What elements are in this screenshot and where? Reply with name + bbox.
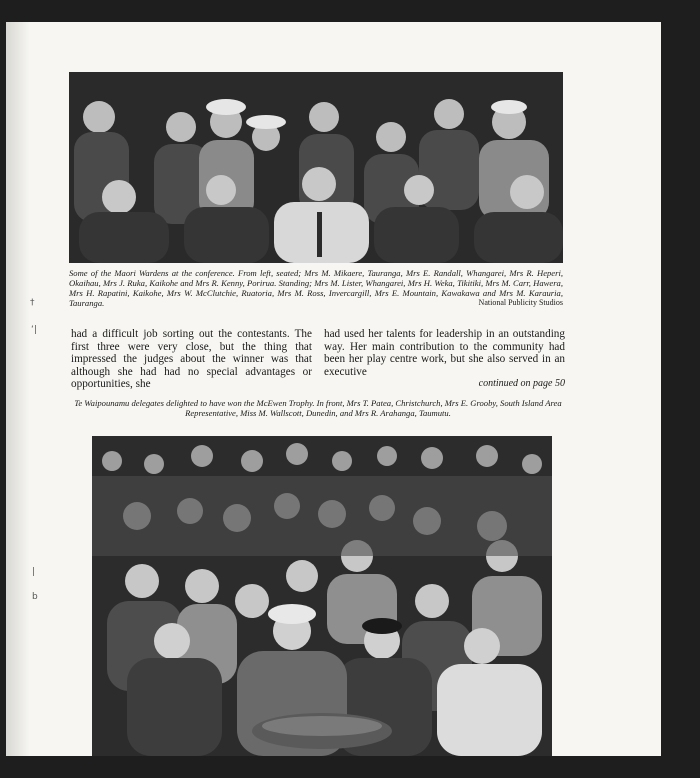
delegates-group-photo bbox=[92, 436, 552, 756]
wardens-group-photo bbox=[69, 72, 563, 263]
margin-mark: † bbox=[30, 298, 35, 308]
margin-mark: | bbox=[32, 567, 36, 577]
bottom-photo-caption: Te Waipounamu delegates delighted to have won the McEwen Trophy. In front, Mrs T. Patea, Christchurch, Mrs E. Grooby, South Island Area Representative, Miss M. Wallscott, Dunedin, and Mrs R. Arahanga, Taumutu. bbox=[74, 398, 562, 418]
caption-text: Some of the Maori Wardens at the conference. From left, seated; Mrs M. Mikaere, Tauranga, Mrs E. Randall, Whangarei, Mrs R. Heperi, Okaihau, Mrs J. Ruka, Kaikohe and Mrs R. Kenny, Porirua. Standing; Mrs M. Lister, Whangarei, Mrs H. Weka, Tikitiki, Mrs M. Carr, Hawera, Mrs H. Rapatini, Kaikohe, Mrs W. McClutchie, Ruatoria, Mrs M. Ross, Invercargill, Mrs E. Mountain, Kawakawa and Mrs M. Karauria, Tauranga. bbox=[69, 268, 563, 308]
page-spine-shadow bbox=[6, 22, 30, 756]
group-photo-icon bbox=[92, 436, 552, 756]
top-photo-caption bbox=[69, 268, 563, 308]
article-column-1: had a difficult job sorting out the contestants. The first three were very close, but the thing that impressed the judges about the winner was that although she had had no special advantages or opportunities, she bbox=[71, 328, 312, 391]
article-column-2 bbox=[324, 328, 565, 391]
margin-mark: ʻ| bbox=[31, 325, 37, 335]
group-photo-icon bbox=[69, 72, 563, 263]
photo-credit: National Publicity Studios bbox=[478, 298, 563, 307]
margin-mark: b bbox=[32, 592, 38, 602]
continued-notice: continued on page 50 bbox=[478, 378, 565, 390]
magazine-page bbox=[6, 22, 661, 756]
article-column-2-text: had used her talents for leadership in an outstanding way. Her main contribution to the community had been her play centre work, but she also served in an executive bbox=[324, 328, 565, 378]
